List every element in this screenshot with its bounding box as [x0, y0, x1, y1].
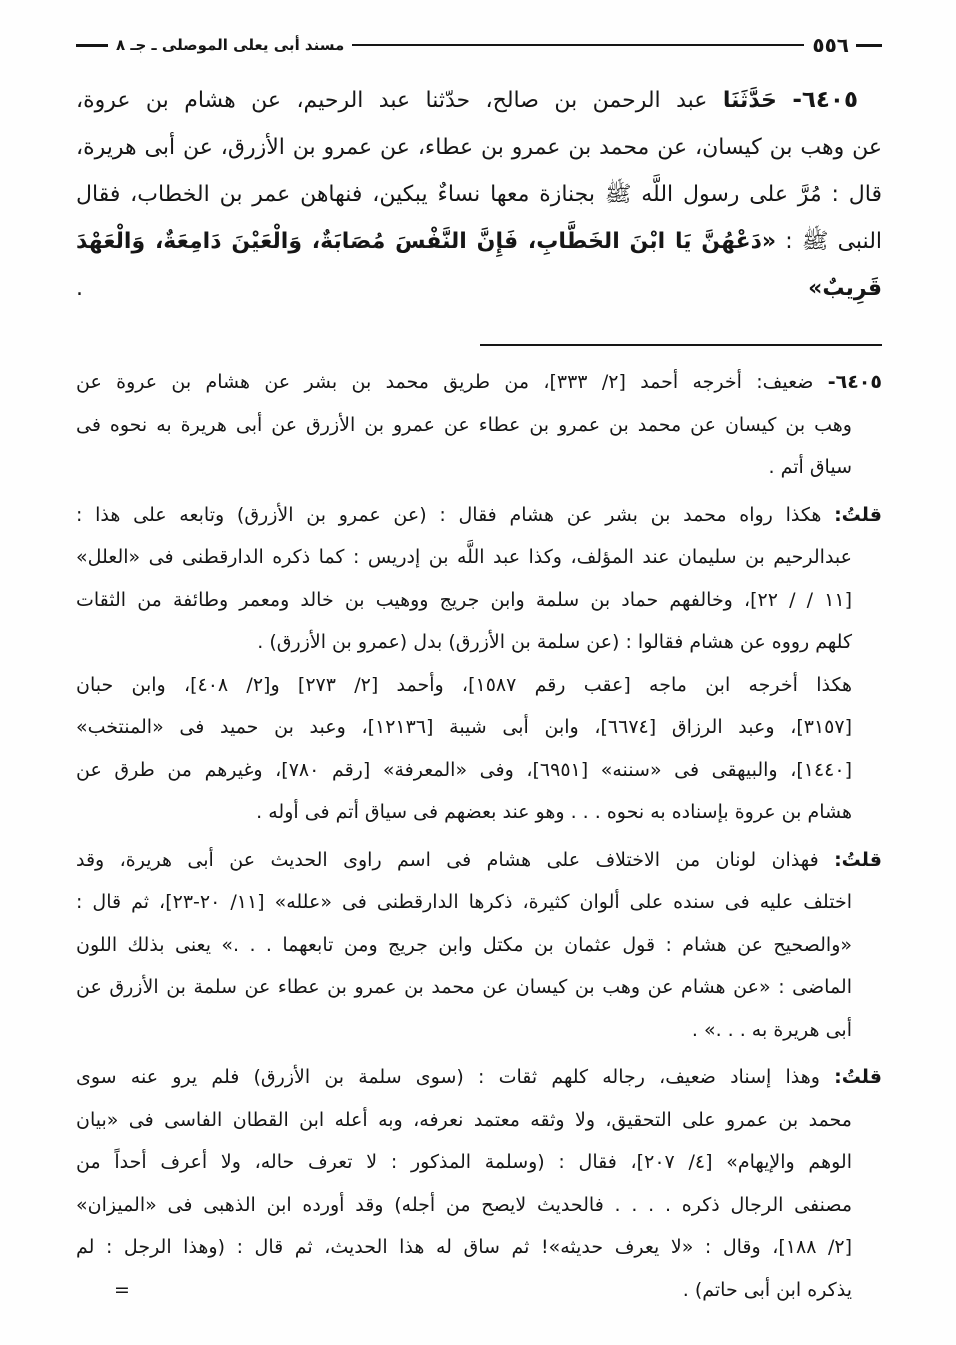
footnote-line [76, 881, 882, 924]
footnote-line-text: فهذان لونان من الاختلاف على هشام فى اسم راوى الحديث عن أبى هريرة، وقد [76, 848, 819, 871]
footnote-line [76, 361, 882, 404]
footnotes [76, 361, 882, 1311]
qult-label: قلتُ: [834, 1066, 883, 1088]
footnote-line-text: هكذا رواه محمد بن بشر عن هشام فقال : (عن عمرو بن الأزرق) وتابعه على هذا : [76, 503, 822, 526]
footnote-paragraph-1 [76, 361, 882, 489]
footnote-line-text: ضعيف: أخرجه أحمد [٢/ ٣٣٣]، من طريق محمد بن بشر عن هشام بن عروة عن [76, 371, 814, 393]
footnote-line [76, 1141, 882, 1184]
hadith-line-3-text: قال : مُرَّ على رسول اللَّه ﷺ بجنازة معها نساءٌ يبكين، فنهاهن عمر بن الخطاب، فقال [76, 182, 882, 207]
footnote-line-text: أبى هريرة به . . .» . [691, 1018, 852, 1041]
footnote-line [76, 446, 882, 489]
footnote-line [76, 1009, 882, 1052]
hadith-text [76, 77, 882, 312]
footnote-line-text: الماضى : «عن هشام عن وهب بن كيسان عن محمد بن عمرو بن عطاء عن سلمة بن الأزرق عن [76, 976, 852, 998]
running-title: مسند أبى يعلى الموصلى ـ جـ ٨ [116, 36, 345, 54]
hadith-opening-word: حَدَّثَنَا [722, 88, 777, 113]
footnote-line-text: وهذا إسناد ضعيف، رجاله كلهم ثقات : (سوى سلمة بن الأزرق) فلم يرو عنه سوى [76, 1066, 820, 1088]
header-rule [352, 44, 804, 46]
footnote-line-text: وهب بن كيسان عن محمد بن عمرو بن عطاء عن عمرو بن الأزرق عن أبى هريرة به نحوه فى [76, 413, 852, 436]
hadith-line-4-lead: النبى ﷺ : [785, 229, 883, 254]
footnote-line-text: [١٤٤٠]، والبيهقى فى «سننه» [٦٩٥١]، وفى «المعرفة» [رقم ٧٨٠]، وغيرهم من طرق عن [76, 758, 852, 781]
header-dash-left [76, 44, 108, 47]
page-number: ٥٥٦ [812, 33, 849, 57]
footnote-line-text: [٢/ ١٨٨]، وقال : «لا يعرف حديثه»! ثم ساق له هذا الحديث، ثم قال : (وهذا الرجل : لم [76, 1236, 852, 1258]
footnote-line [76, 924, 882, 967]
footnote-separator [480, 344, 882, 346]
footnote-line [76, 404, 882, 447]
footnote-line-text: محمد بن عمرو على التحقيق، ولا وثقه معتمد نعرفه، وبه أعله ابن القطان الفاسى فى «بيان [76, 1108, 852, 1131]
hadith-line-1-text: عبد الرحمن بن صالح، حدّثنا عبد الرحيم، عن هشام بن عروة، [76, 88, 708, 113]
footnote-paragraph-5 [76, 1056, 882, 1311]
footnote-line-text: «والصحيح عن هشام : قول عثمان بن مكتل وابن جريج ومن تابعهما . . .» يعنى بذلك اللون [76, 933, 852, 956]
footnote-line [76, 966, 882, 1009]
footnote-paragraph-4 [76, 839, 882, 1052]
footnote-line [76, 621, 882, 664]
qult-label: قلتُ: [834, 503, 882, 526]
hadith-line-1 [76, 77, 882, 124]
hadith-line-2 [76, 124, 882, 171]
footnote-line [76, 839, 882, 882]
footnote-line-text: هكذا أخرجه ابن ماجه [عقب رقم ١٥٨٧]، وأحمد [٢/ ٢٧٣] و[٢/ ٤٠٨]، وابن حبان [76, 673, 852, 696]
hadith-line-3 [76, 171, 882, 218]
footnote-line [76, 579, 882, 622]
footnote-line [76, 1226, 882, 1269]
continuation-mark: = [114, 1278, 130, 1301]
footnote-line [76, 1056, 882, 1099]
footnote-line [76, 1099, 882, 1142]
header-dash-right [856, 44, 882, 47]
footnote-line-text: سياق أتم . [768, 456, 852, 478]
footnote-line [76, 664, 882, 707]
hadith-number: ٦٤٠٥- [792, 87, 859, 113]
running-header [76, 31, 882, 59]
prophetic-saying: «دَعْهُنَّ يَا ابْنَ الخَطَّابِ، فَإِنَّ النَّفْسَ مُصَابَةٌ، وَالْعَيْنَ دَامِعَةٌ، وَالْعَهْدَ قَرِيبٌ» [76, 229, 882, 301]
footnote-line-text: [٣١٥٧]، وعبد الرزاق [٦٦٧٤]، وابن أبى شيبة [١٢١٣٦]، وعبد بن حميد فى «المنتخب» [76, 716, 852, 738]
footnote-line-text: اختلف عليه فى سنده على ألوان كثيرة، ذكرها الدارقطنى فى «علله» [١١/ ٢٠-٢٣]، ثم قال : [76, 891, 852, 913]
footnote-line [76, 1269, 882, 1312]
hadith-line-2-text: عن وهب بن كيسان، عن محمد بن عمرو بن عطاء، عن عمرو بن الأزرق، عن أبى هريرة، [76, 135, 882, 160]
footnote-paragraph-3 [76, 664, 882, 834]
footnote-line [76, 536, 882, 579]
footnote-line-text: [١١ / / ٢٢]، وخالفهم حماد بن سلمة وابن جريج ووهيب بن خالد ومعمر وطائفة من الثقات [76, 588, 853, 611]
footnote-line [76, 749, 882, 792]
footnote-line-text: الوهم والإيهام» [٤/ ٢٠٧]، فقال : (وسلمة المذكور : لا تعرف حاله، ولا أعرف أحداً من [76, 1151, 852, 1173]
hadith-end-mark: . [76, 276, 83, 301]
hadith-line-4 [76, 218, 882, 312]
footnote-line [76, 706, 882, 749]
footnote-line-text: مصنفى الرجال ذكره . . . . فالحديث لايصح من أجله) وقد أورده ابن الذهبى فى «الميزان» [76, 1193, 852, 1216]
footnote-line [76, 1184, 882, 1227]
footnote-number: ٦٤٠٥- [827, 371, 882, 393]
footnote-line [76, 791, 882, 834]
footnote-line-text: عبدالرحيم بن سليمان عند المؤلف، وكذا عبد اللَّه بن إدريس : كما ذكره الدارقطنى فى «العلل» [76, 546, 852, 568]
footnote-line [76, 494, 882, 537]
qult-label: قلتُ: [834, 848, 882, 871]
footnote-line-text: كلهم رووه عن هشام فقالوا : (عن سلمة بن الأزرق) بدل (عمرو بن الأزرق) . [257, 631, 852, 653]
footnote-line-text: هشام بن عروة بإسناده به نحوه . . . وهو عند بعضهم فى سياق أتم فى أوله . [256, 801, 852, 823]
footnote-line-text: يذكره ابن أبى حاتم) . [682, 1278, 852, 1301]
footnote-paragraph-2 [76, 494, 882, 664]
